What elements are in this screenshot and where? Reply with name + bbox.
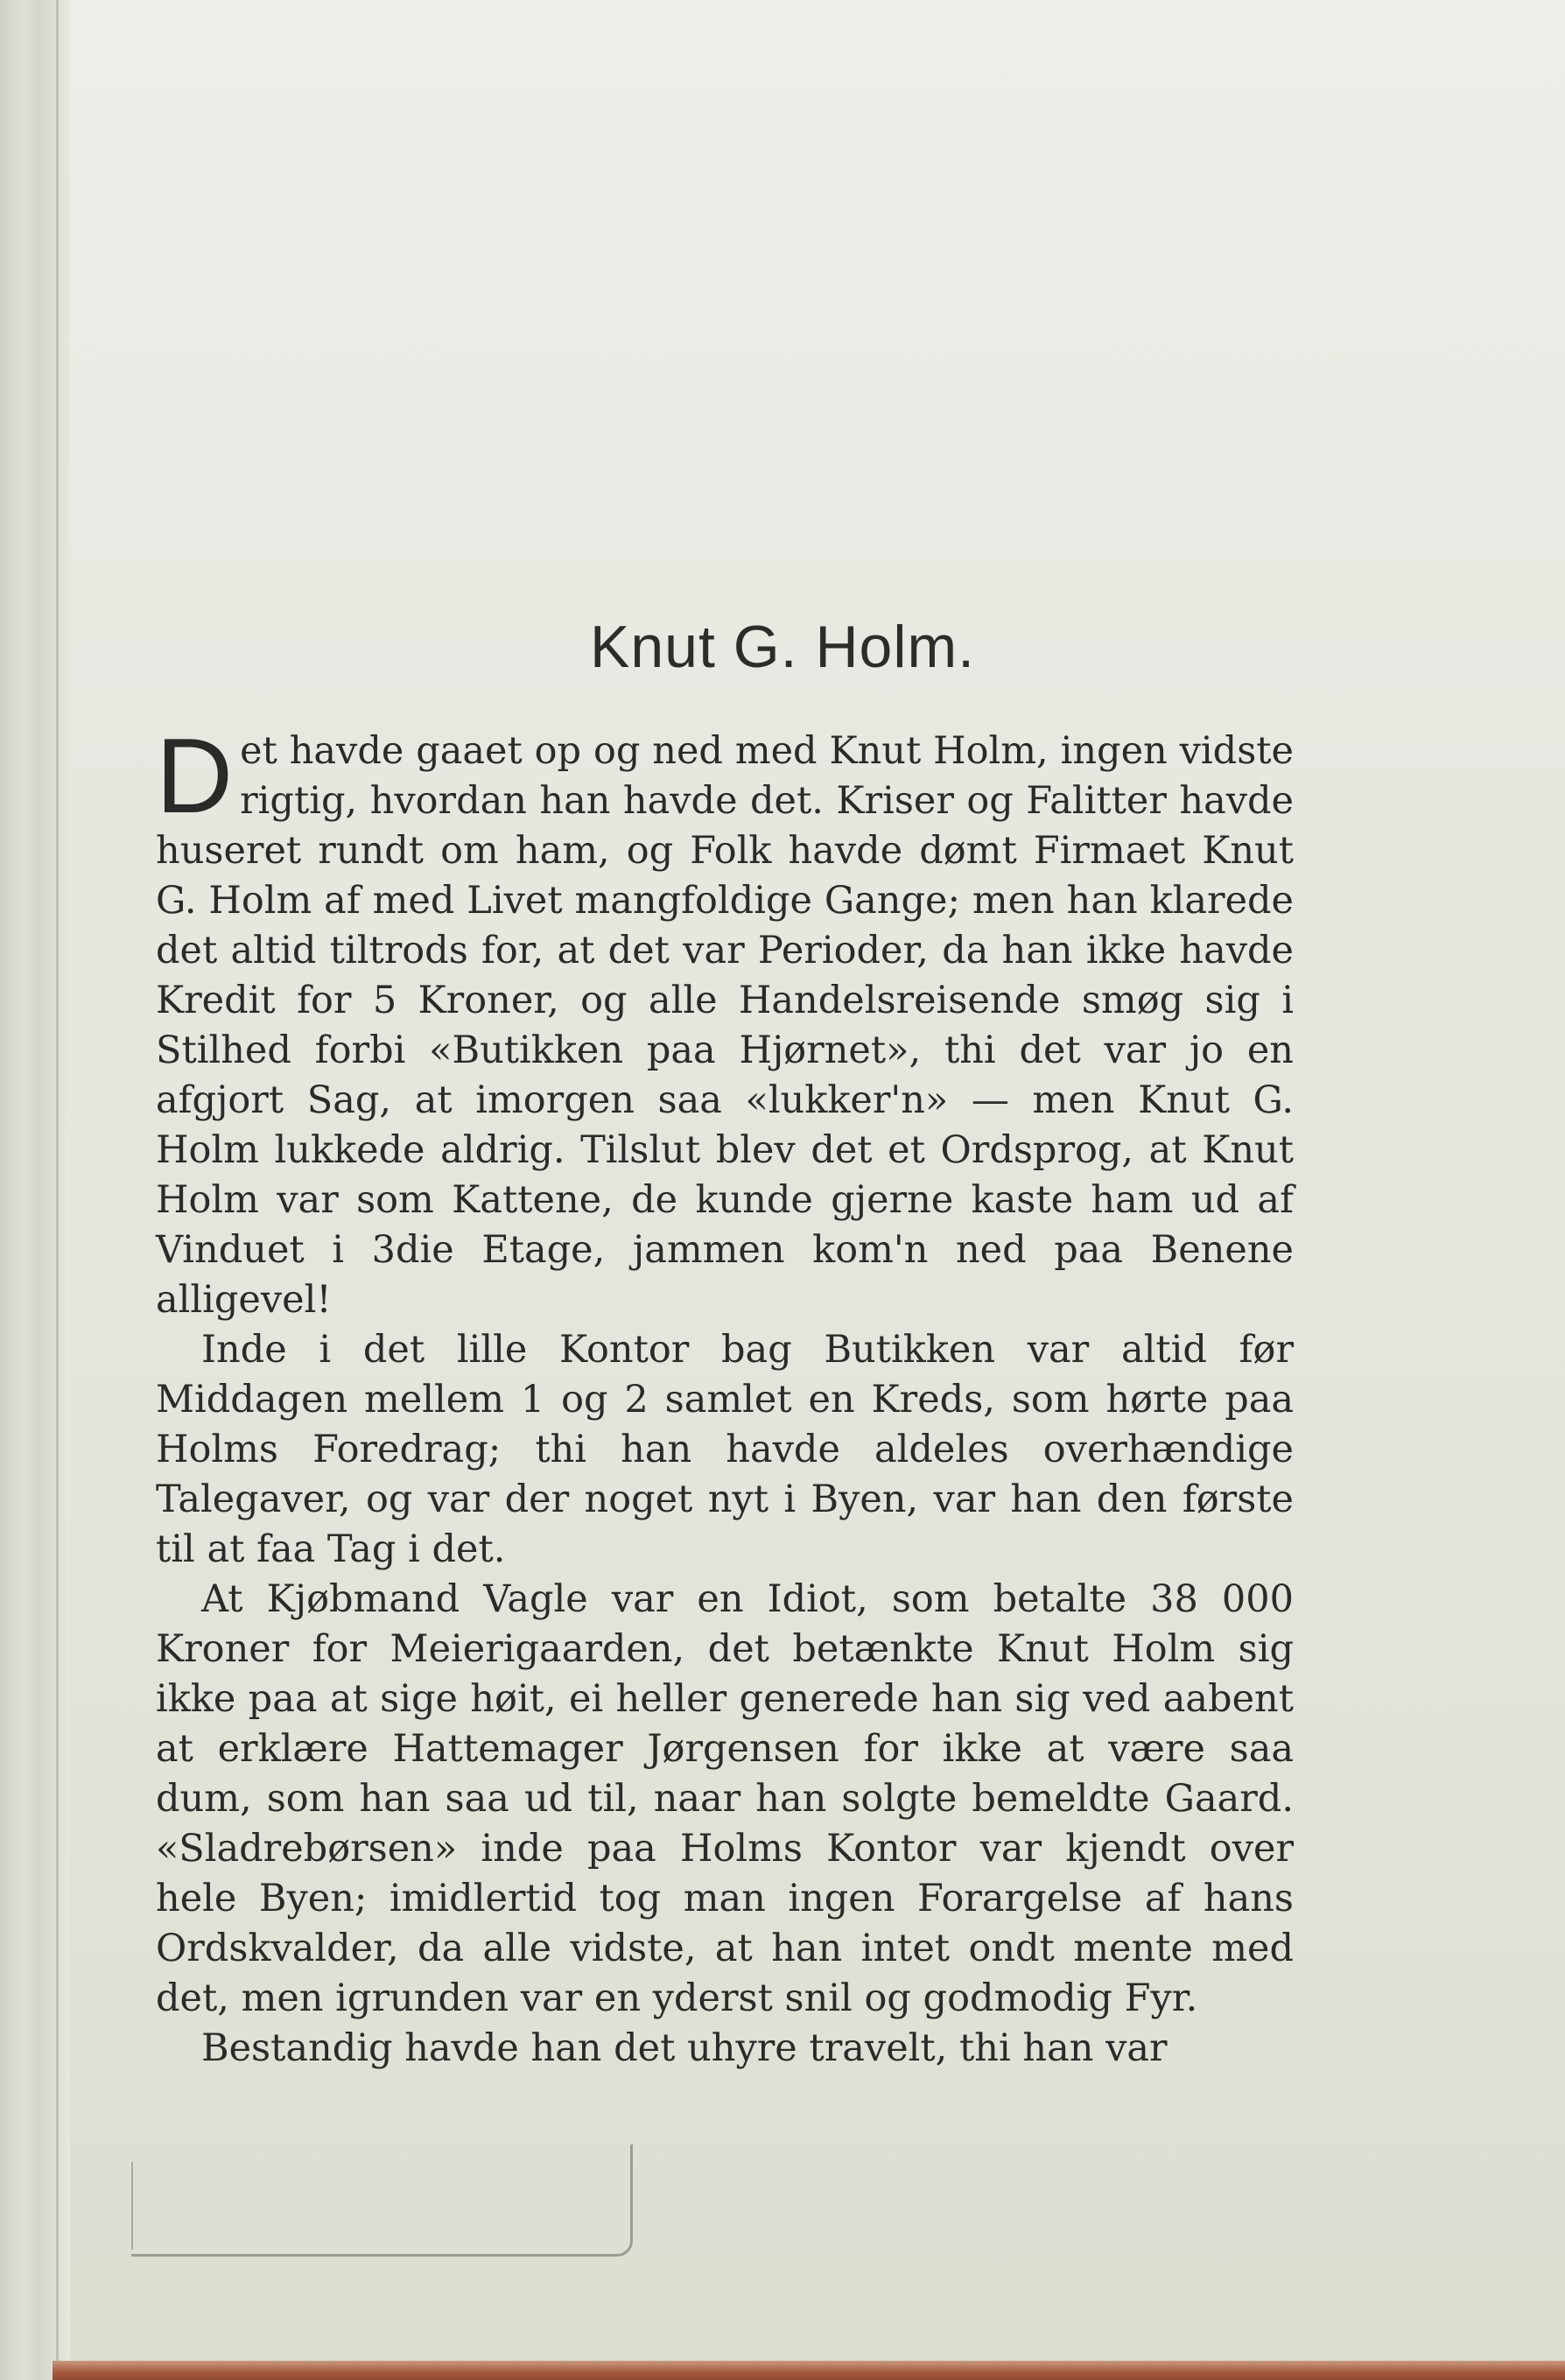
- drop-cap: D: [156, 716, 234, 835]
- paragraph-1-text: et havde gaaet op og ned med Knut Holm, ingen vidste rigtig, hvordan han havde det. Kriser og Falitter havde huseret rundt om ham, og Folk havde dømt Firmaet Knut G. Holm af med Livet mangfoldige Gange; men han klarede det altid tiltrods for, at det var Perioder, da han ikke havde Kredit for 5 Kroner, og alle Handelsreisende smøg sig i Stilhed forbi «Butikken paa Hjørnet», thi det var jo en afgjort Sag, at imorgen saa «lukker'n» — men Knut G. Holm lukkede aldrig. Tilslut blev det et Ordsprog, at Knut Holm var som Kattene, de kunde gjerne kaste ham ud af Vinduet i 3die Etage, jammen kom'n ned paa Benene alligevel!: [156, 729, 1294, 1322]
- binding-edge: [0, 0, 70, 2380]
- paragraph-3: At Kjøbmand Vagle var en Idiot, som betalte 38 000 Kroner for Meierigaarden, det betænkte Knut Holm sig ikke paa at sige høit, ei heller generede han sig ved aabent at erklære Hattemager Jørgensen for ikke at være saa dum, som han saa ud til, naar han solgte bemeldte Gaard. «Sladrebørsen» inde paa Holms Kontor var kjendt over hele Byen; imidlertid tog man ingen Forargelse af hans Ordskvalder, da alle vidste, at han intet ondt mente med det, men igrunden var en yderst snil og godmodig Fyr.: [156, 1577, 1294, 2020]
- tape-mark-line: [131, 2162, 133, 2250]
- body-text: [156, 716, 1294, 2074]
- paragraph-1: [156, 716, 1294, 1325]
- tape-mark: [131, 2145, 633, 2257]
- chapter-title: Knut G. Holm.: [589, 614, 976, 680]
- paragraph-4: Bestandig havde han det uhyre travelt, thi han var: [201, 2026, 1168, 2070]
- paragraph-2: Inde i det lille Kontor bag Butikken var altid før Middagen mellem 1 og 2 samlet en Kreds, som hørte paa Holms Foredrag; thi han havde aldeles overhændige Talegaver, og var der noget nyt i Byen, var han den første til at faa Tag i det.: [156, 1328, 1294, 1571]
- binding-line: [56, 0, 59, 2380]
- page-bottom-edge: [53, 2361, 1565, 2380]
